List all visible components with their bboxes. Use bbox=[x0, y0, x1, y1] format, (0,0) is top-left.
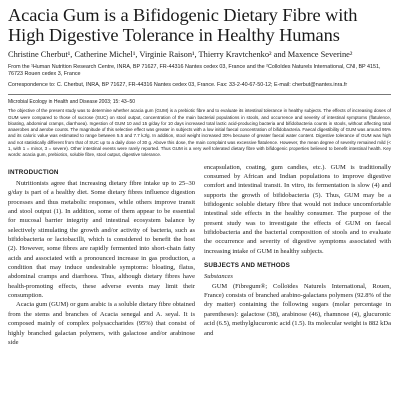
substances-paragraph: GUM (Fibregum®; Colloïdes Naturels International, Rouen, France) consists of branched arabino-galactans polymers (92.8% of the dry matter) containing the following sugars (molar percentage in parentheses): galactose (38), arabinose (46), rhamnose (4), glucuronic acid (6.5), methylglucuronic acid (1.5). Its molecular weight is 882 kDa and bbox=[204, 282, 392, 337]
substances-heading: Substances bbox=[204, 273, 233, 281]
affiliation: From the ¹Human Nutrition Research Centre, INRA, BP 71627, FR-44316 Nantes cedex 03, France and the ²Colloïdes Naturels International, CNI, BP 4151, 76723 Rouen cedex 3, France bbox=[8, 63, 381, 78]
intro-paragraph-1: Nutritionists agree that increasing dietary fibre intake up to 25–30 g/day is part of a healthy diet. Some dietary fibres influence digestion processes and thus metabolic responses, while others improve transit and stool output (1). In addition, some of them appear to be essential for mucosal barrier integrity and intestinal ecosystem balance by selectively stimulating the growth and/or activity of bacteria, such as bifidobacteria or lactobacilli, which is considered to benefit the host (2). However, some fibres are rapidly fermented into short-chain fatty acids and associated with a pronounced increase in gas production, a condition that may induce undesirable symptoms: bloating, flatus, abdominal cramps and diarrhoea. Thus, although dietary fibres have health-promoting effects, these adverse events may limit their consumption. bbox=[8, 180, 195, 300]
methods-heading: SUBJECTS AND METHODS bbox=[204, 262, 290, 270]
intro-paragraph-2: Acacia gum (GUM) or gum arabic is a soluble dietary fibre obtained from the stems and branches of Acacia senegal and A. seyal. It is composed mainly of complex polysaccharides (95%) that consist of highly branched galactan polymers, with galactose and/or arabinose side bbox=[8, 301, 195, 346]
abstract: The objective of the present study was to determine whether acacia gum (GUM) is a prebiotic fibre and to evaluate its intestinal tolerance in healthy subjects. The effects of increasing doses of GUM were compared to those of sucrose (SUC) on stool output, concentration of the main bacterial populations in stools, and occurrence and severity of intestinal symptoms (flatulence, bloating, abdominal cramps, diarrhoea). Ingestion of GUM 10 and 15 g/day for 10 days increased total lactic acid-producing bacteria and bifidobacteria counts in stools, without affecting total anaerobes and aerobe counts. The magnitude of this selective effect was greater in subjects with a low initial faecal concentration of bifidobacteria. Faecal digestibility of GUM was around 95% and its caloric value was estimated to range between 5.5 and 7.7 kJ/g. In addition, stool weight increased 30% because of greater faecal water content. Digestive tolerance of GUM was high and not statistically different from that of SUC up to a daily dose of 30 g. Above this dose, the main complaint was excessive flatulence. However, the mean degree of severity remained mild (< 1, with 1 = minor, 3 = severe). Other intestinal events were rarely reported. Thus GUM is a very well tolerated dietary fibre with bifidogenic properties believed to benefit intestinal health. Key words: acacia gum, prebiotics, soluble fibre, stool output, digestive tolerance. bbox=[8, 108, 391, 158]
author-list: Christine Cherbut¹, Catherine Michel¹, Virginie Raison¹, Thierry Kravtchenko² and Maxence Severine² bbox=[8, 50, 353, 59]
body-columns bbox=[8, 163, 391, 348]
journal-citation: Microbial Ecology in Health and Disease 2003; 15: 43–50 bbox=[8, 99, 136, 106]
left-column bbox=[8, 163, 195, 348]
correspondence: Correspondence to: C. Cherbut, INRA, BP 71627, FR-44316 Nantes cedex 03, France. Fax: 33-2-40-67-50-12; E-mail: cherbut@nantes.inra.fr bbox=[8, 81, 348, 88]
right-column bbox=[204, 163, 391, 348]
divider bbox=[8, 94, 391, 95]
intro-paragraph-continued: encapsulation, coating, gum candies, etc.). GUM is traditionally consumed by African and Indian populations to improve digestive comfort and intestinal transit. In vitro, its fermentation is slow (4) and supports the growth of bifidobacteria (5). Thus, GUM may be a bifidogenic soluble dietary fibre that would not induce uncomfortable intestinal side effects in the healthy consumer. The purpose of the present study was to investigate the effects of GUM on faecal bifidobacteria and the bacterial composition of stools and to evaluate the occurrence and severity of digestive symptoms associated with increasing intake of GUM in healthy subjects. bbox=[204, 163, 391, 255]
article-title: Acacia Gum is a Bifidogenic Dietary Fibre with High Digestive Tolerance in Healthy Humans bbox=[8, 5, 358, 45]
introduction-heading: INTRODUCTION bbox=[8, 168, 59, 176]
article-page bbox=[8, 6, 391, 347]
